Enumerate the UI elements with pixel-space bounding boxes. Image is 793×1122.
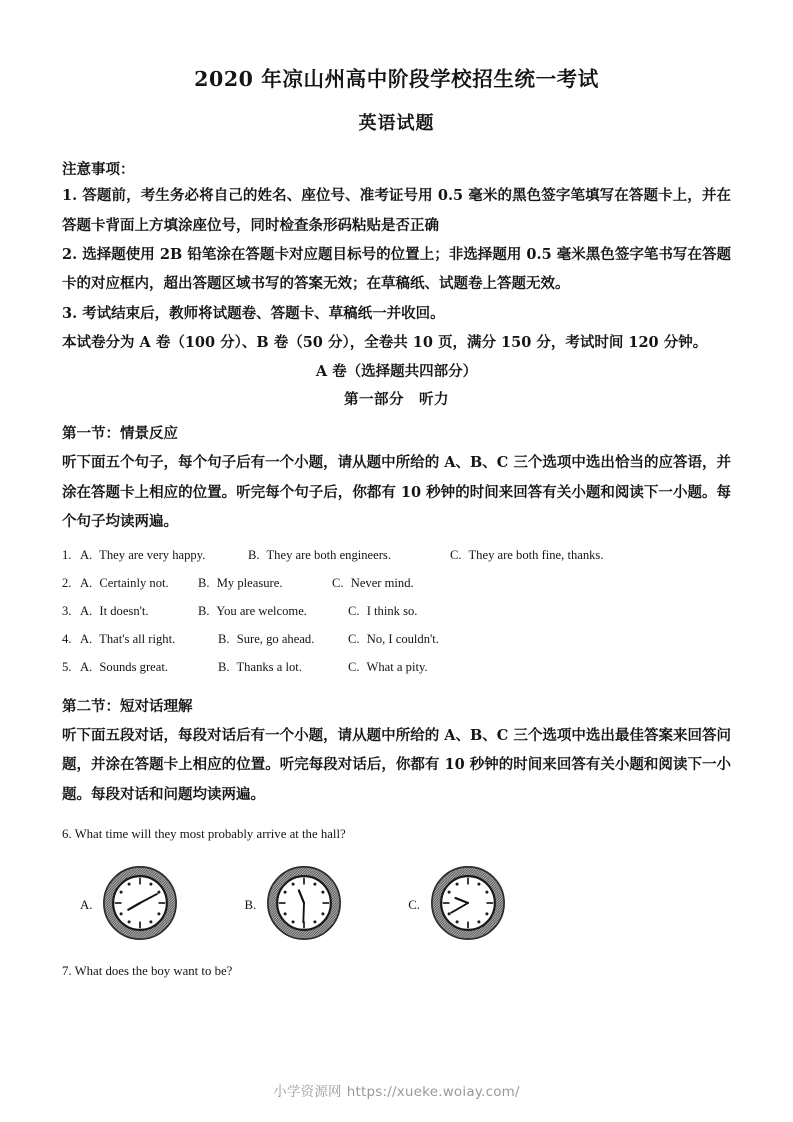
- option-b-text: My pleasure.: [216, 575, 283, 590]
- option-a-label: A.: [80, 603, 93, 618]
- question-row-3: [62, 603, 731, 631]
- notice-item-2: 2. 选择题使用 2B 铅笔涂在答题卡对应题目标号的位置上；非选择题用 0.5 毫米黑色签字笔书写在答题卡的对应框内，超出答题区域书写的答案无效；在草稿纸、试题卷上答题无效。: [62, 245, 731, 293]
- section-one-heading: 第一节：情景反应: [62, 425, 178, 443]
- notice-item-1: 1. 答题前，考生务必将自己的姓名、座位号、准考证号用 0.5 毫米的黑色签字笔填写在答题卡上，并在答题卡背面上方填涂座位号，同时检查条形码粘贴是否正确: [62, 187, 731, 234]
- option-c-text: I think so.: [366, 603, 418, 618]
- option-b[interactable]: [218, 659, 302, 676]
- option-a-text: That's all right.: [99, 631, 176, 646]
- choice-a-label: A.: [80, 897, 93, 912]
- option-b-label: B.: [248, 547, 260, 562]
- section-one-instructions: 听下面五个句子，每个句子后有一个小题，请从题中所给的 A、B、C 三个选项中选出恰当的应答语，并涂在答题卡上相应的位置。听完每个句子后，你都有 10 秒钟的时间来回答有关小题和阅读下一小题。每个句子均读两遍。: [62, 454, 731, 531]
- option-b-text: They are both engineers.: [266, 547, 391, 562]
- option-b-text: You are welcome.: [216, 603, 307, 618]
- page-title: 2020 年凉山州高中阶段学校招生统一考试: [194, 67, 599, 91]
- option-c[interactable]: [332, 575, 414, 592]
- option-c-label: C.: [348, 631, 360, 646]
- option-b[interactable]: [198, 575, 282, 592]
- option-a-text: Certainly not.: [99, 575, 169, 590]
- option-a[interactable]: [80, 575, 169, 592]
- clock-icon-b: [262, 861, 346, 945]
- watermark-url: https://xueke.woiay.com/: [346, 1084, 520, 1100]
- option-a[interactable]: [80, 631, 175, 648]
- question-row-1: [62, 547, 731, 575]
- option-c[interactable]: [348, 603, 417, 620]
- option-c-text: They are both fine, thanks.: [468, 547, 604, 562]
- option-a[interactable]: [80, 659, 168, 676]
- option-c-text: What a pity.: [366, 659, 428, 674]
- question-row-2: [62, 575, 731, 603]
- option-b[interactable]: [198, 603, 307, 620]
- option-c[interactable]: [348, 631, 439, 648]
- option-c-text: Never mind.: [350, 575, 414, 590]
- part-one-title: 第一部分 听力: [344, 390, 449, 408]
- question-list-1-5: [62, 537, 731, 687]
- watermark: [0, 1080, 793, 1100]
- notice-item-3: 3. 考试结束后，教师将试题卷、答题卡、草稿纸一并收回。: [62, 304, 445, 322]
- question-6-choices: [62, 844, 731, 952]
- exam-meta: 本试卷分为 A 卷（100 分）、B 卷（50 分），全卷共 10 页，满分 150 分，考试时间 120 分钟。: [62, 334, 708, 352]
- question-number: 4.: [62, 631, 72, 646]
- page-subtitle: 英语试题: [358, 112, 435, 134]
- option-c-label: C.: [332, 575, 344, 590]
- option-b-label: B.: [198, 575, 210, 590]
- option-c[interactable]: [450, 547, 603, 564]
- question-row-5: [62, 659, 731, 687]
- option-c-text: No, I couldn't.: [366, 631, 439, 646]
- option-a-label: A.: [80, 631, 93, 646]
- part-a-title: A 卷（选择题共四部分）: [315, 362, 478, 380]
- option-b-label: B.: [218, 659, 230, 674]
- question-6-text: 6. What time will they most probably arrive at the hall?: [62, 827, 346, 842]
- option-b-text: Thanks a lot.: [236, 659, 302, 674]
- option-a-label: A.: [80, 575, 93, 590]
- option-b[interactable]: [248, 547, 391, 564]
- section-two-heading: 第二节：短对话理解: [62, 697, 193, 715]
- clock-icon-c: [426, 861, 510, 945]
- question-number: 5.: [62, 659, 72, 674]
- section-two-instructions: 听下面五段对话，每段对话后有一个小题，请从题中所给的 A、B、C 三个选项中选出最佳答案来回答问题，并涂在答题卡上相应的位置。听完每段对话后，你都有 10 秒钟的时间来回答有关小题和阅读下一小题。每段对话和问题均读两遍。: [62, 726, 731, 803]
- option-c-label: C.: [348, 659, 360, 674]
- choice-a[interactable]: [80, 861, 182, 945]
- option-a-text: Sounds great.: [99, 659, 168, 674]
- question-row-4: [62, 631, 731, 659]
- choice-c[interactable]: [408, 861, 510, 945]
- option-b-label: B.: [198, 603, 210, 618]
- watermark-site-name: 小学资源网: [273, 1084, 342, 1100]
- option-c-label: C.: [450, 547, 462, 562]
- option-c[interactable]: [348, 659, 428, 676]
- option-b-text: Sure, go ahead.: [236, 631, 315, 646]
- option-a-text: They are very happy.: [99, 547, 206, 562]
- clock-icon-a: [98, 861, 182, 945]
- choice-c-label: C.: [408, 897, 420, 912]
- choice-b[interactable]: [244, 861, 346, 945]
- choice-b-label: B.: [244, 897, 257, 912]
- option-a-label: A.: [80, 547, 93, 562]
- question-number: 1.: [62, 547, 72, 562]
- question-7-text: 7. What does the boy want to be?: [62, 964, 233, 979]
- option-a[interactable]: [80, 603, 149, 620]
- option-a-label: A.: [80, 659, 93, 674]
- notice-heading: 注意事项：: [62, 160, 135, 178]
- option-c-label: C.: [348, 603, 360, 618]
- option-a-text: It doesn't.: [99, 603, 149, 618]
- question-number: 3.: [62, 603, 72, 618]
- option-b-label: B.: [218, 631, 230, 646]
- option-b[interactable]: [218, 631, 314, 648]
- question-number: 2.: [62, 575, 72, 590]
- option-a[interactable]: [80, 547, 205, 564]
